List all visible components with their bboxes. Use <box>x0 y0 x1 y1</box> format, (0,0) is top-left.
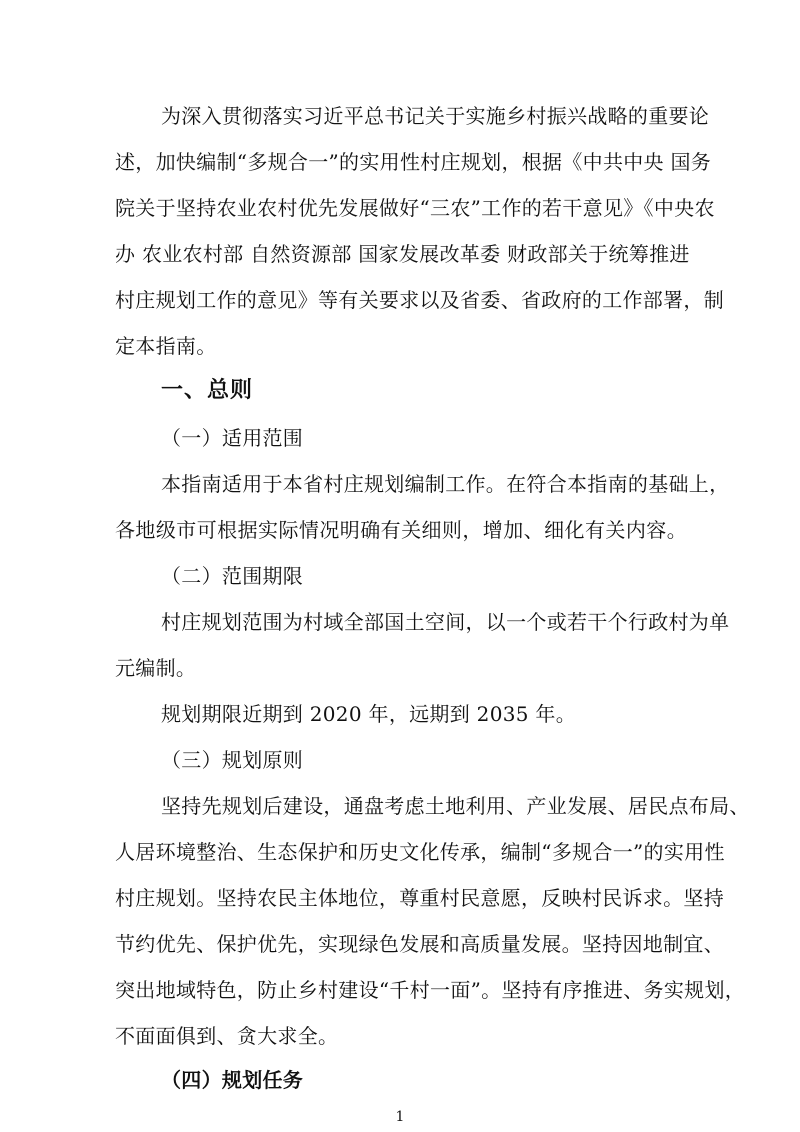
subsection-title-principles: （三）规划原则 <box>161 748 304 772</box>
principles-line-2: 人居环境整治、生态保护和历史文化传承，编制“多规合一”的实用性 <box>115 840 725 864</box>
period-line-2: 元编制。 <box>115 656 197 680</box>
principles-line-3: 村庄规划。坚持农民主体地位，尊重村民意愿，反映村民诉求。坚持 <box>115 886 724 910</box>
principles-line-1: 坚持先规划后建设，通盘考虑土地利用、产业发展、居民点布局、 <box>161 794 750 818</box>
intro-line-6: 定本指南。 <box>115 334 217 358</box>
scope-line-2: 各地级市可根据实际情况明确有关细则，增加、细化有关内容。 <box>115 518 687 542</box>
subsection-title-tasks: （四）规划任务 <box>161 1068 304 1092</box>
intro-line-5: 村庄规划工作的意见》等有关要求以及省委、省政府的工作部署，制 <box>115 288 724 312</box>
period-line-1: 村庄规划范围为村域全部国土空间，以一个或若干个行政村为单 <box>161 610 730 634</box>
principles-line-5: 突出地域特色，防止乡村建设“千村一面”。坚持有序推进、务实规划， <box>115 978 746 1002</box>
intro-line-1: 为深入贯彻落实习近平总书记关于实施乡村振兴战略的重要论 <box>161 104 710 128</box>
subsection-title-scope: （一）适用范围 <box>161 426 304 450</box>
intro-line-4: 办 农业农村部 自然资源部 国家发展改革委 财政部关于统筹推进 <box>115 242 690 266</box>
intro-line-2: 述，加快编制“多规合一”的实用性村庄规划，根据《中共中央 国务 <box>115 150 712 174</box>
subsection-title-period: （二）范围期限 <box>161 564 304 588</box>
page-number: 1 <box>395 1109 405 1125</box>
intro-line-3: 院关于坚持农业农村优先发展做好“三农”工作的若干意见》《中央农 <box>115 196 715 220</box>
section-heading-general: 一、总则 <box>161 377 254 403</box>
scope-line-1: 本指南适用于本省村庄规划编制工作。在符合本指南的基础上， <box>161 472 730 496</box>
principles-line-4: 节约优先、保护优先，实现绿色发展和高质量发展。坚持因地制宜、 <box>115 932 724 956</box>
principles-line-6: 不面面俱到、贪大求全。 <box>115 1024 339 1048</box>
period-term: 规划期限近期到 2020 年，远期到 2035 年。 <box>161 702 577 726</box>
